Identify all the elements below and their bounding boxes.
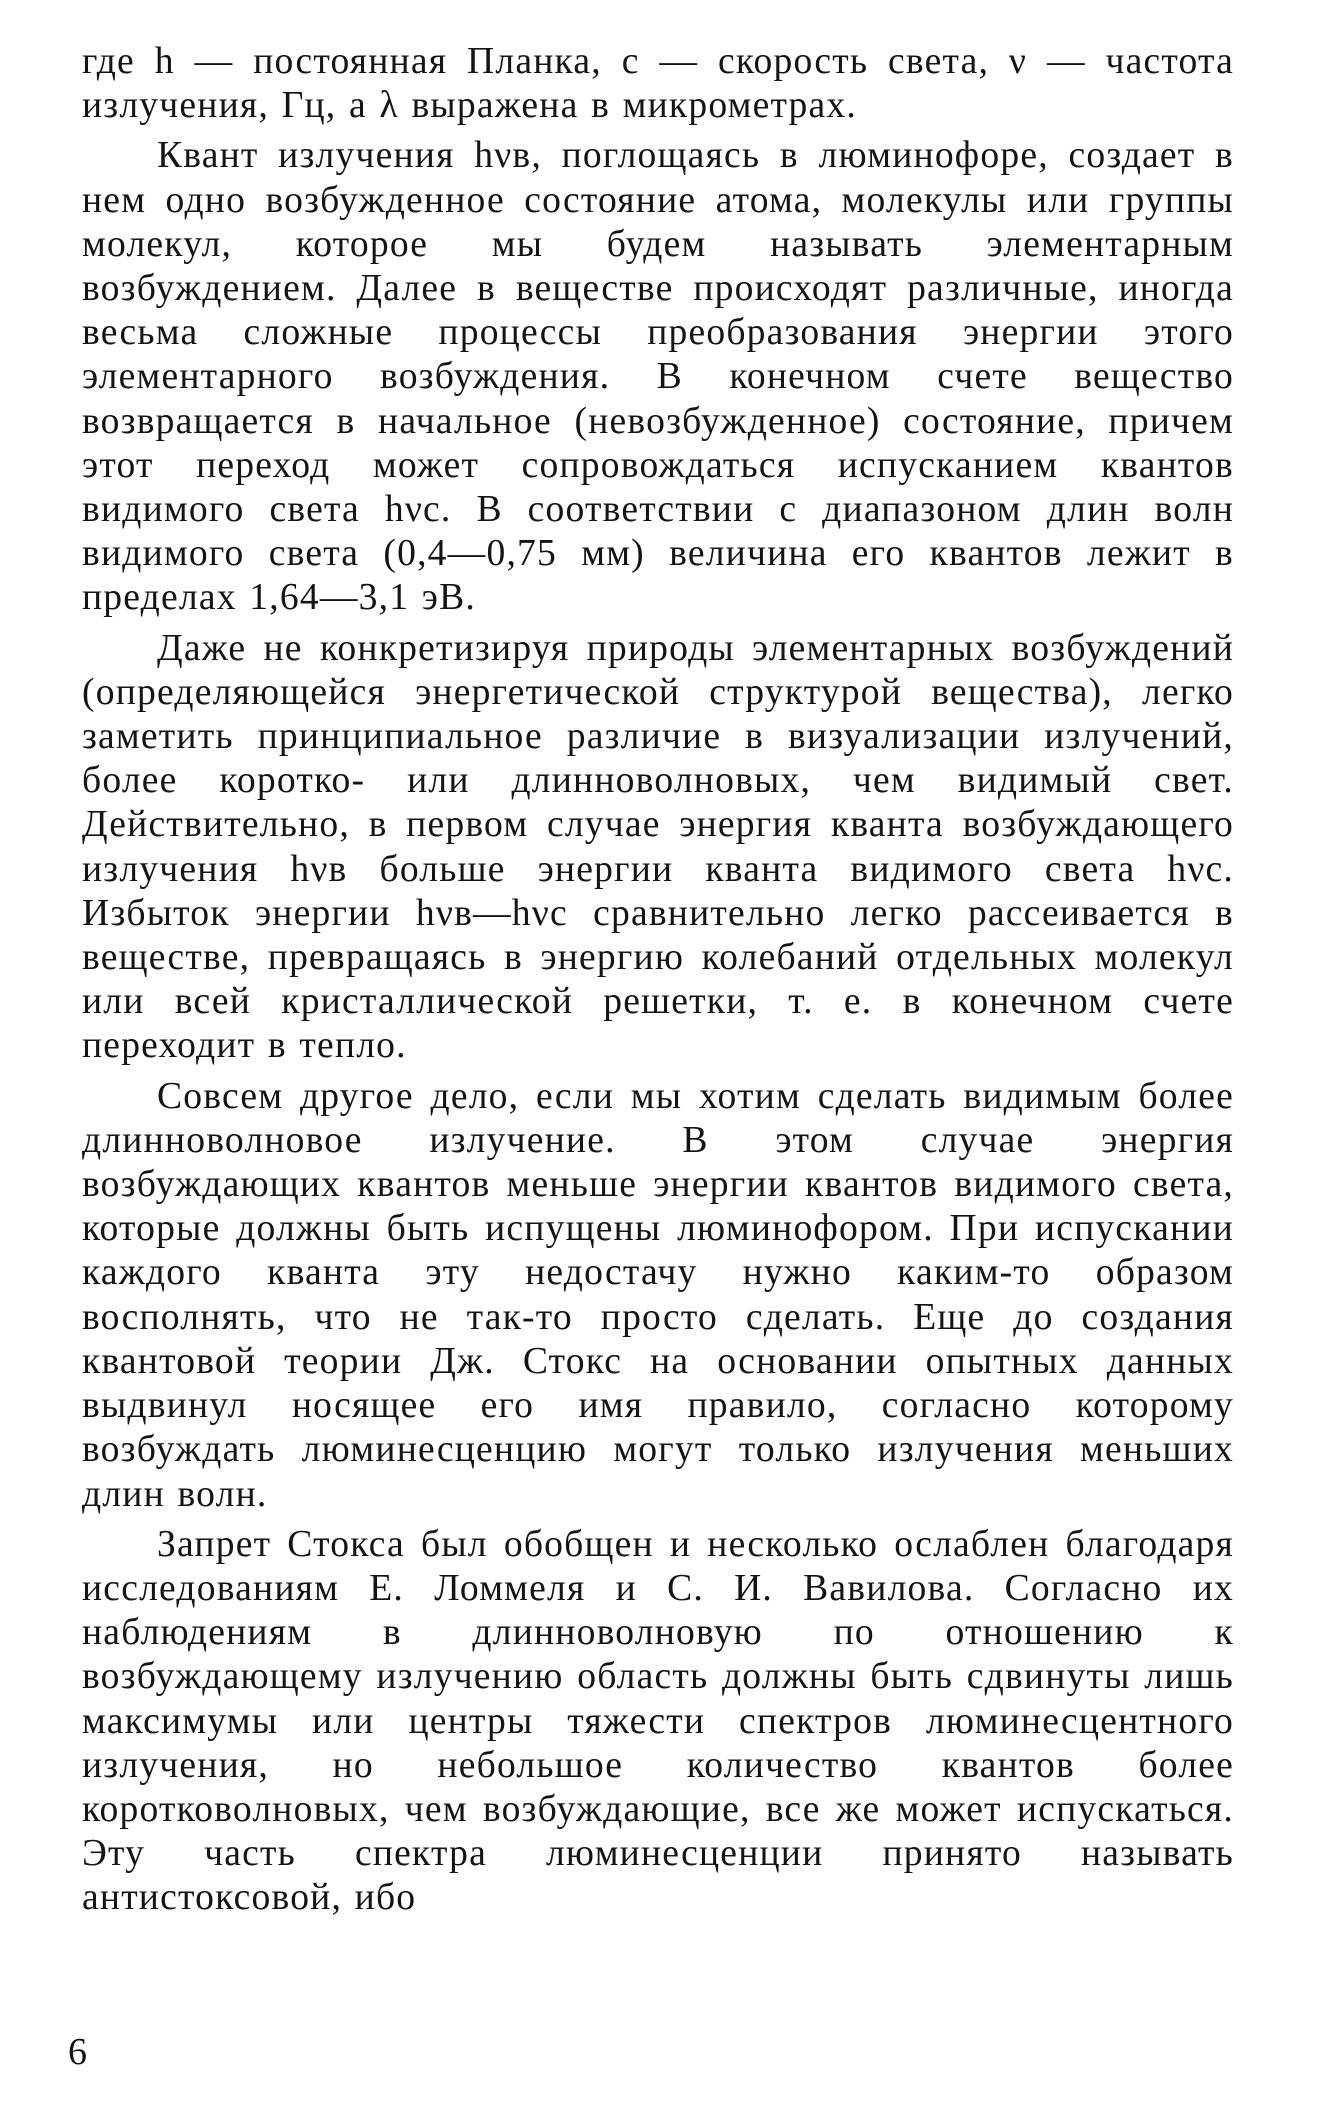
page-number: 6 <box>68 2031 87 2073</box>
paragraph-3: Даже не конкретизируя природы элементарных возбуждений (определяющейся энергетической структурой вещества), легко заметить принципиальное различие в визуализации излучений, более коротко- или длинноволновых, чем видимый свет. Действительно, в первом случае энергия кванта возбуждающего излучения hνв больше энергии кванта видимого света hνс. Избыток энергии hνв—hνс сравнительно легко рассеивается в веществе, превращаясь в энергию колебаний отдельных молекул или всей кристаллической решетки, т. е. в конечном счете переходит в тепло. <box>82 627 1234 1067</box>
paragraph-4: Совсем другое дело, если мы хотим сделать видимым более длинноволновое излучение. В этом случае энергия возбуждающих квантов меньше энергии квантов видимого света, которые должны быть испущены люминофором. При испускании каждого кванта эту недостачу нужно каким-то образом восполнять, что не так-то просто сделать. Еще до создания квантовой теории Дж. Стокс на основании опытных данных выдвинул носящее его имя правило, согласно которому возбуждать люминесценцию могут только излучения меньших длин волн. <box>82 1075 1234 1515</box>
paragraph-1: где h — постоянная Планка, c — скорость света, ν — частота излучения, Гц, а λ выражена в микрометрах. <box>82 41 1234 127</box>
paragraph-2: Квант излучения hνв, поглощаясь в люминофоре, создает в нем одно возбужденное состояние атома, молекулы или группы молекул, которое мы будем называть элементарным возбуждением. Далее в веществе происходят различные, иногда весьма сложные процессы преобразования энергии этого элементарного возбуждения. В конечном счете вещество возвращается в начальное (невозбужденное) состояние, причем этот переход может сопровождаться испусканием квантов видимого света hνс. В соответствии с диапазоном длин волн видимого света (0,4—0,75 мм) величина его квантов лежит в пределах 1,64—3,1 эВ. <box>82 135 1234 619</box>
paragraph-5: Запрет Стокса был обобщен и несколько ослаблен благодаря исследованиям Е. Ломмеля и С. И. Вавилова. Согласно их наблюдениям в длинноволновую по отношению к возбуждающему излучению область должны быть сдвинуты лишь максимумы или центры тяжести спектров люминесцентного излучения, но небольшое количество квантов более коротковолновых, чем возбуждающие, все же может испускаться. Эту часть спектра люминесценции принято называть антистоксовой, ибо <box>82 1523 1234 1919</box>
page-body <box>82 40 1234 1927</box>
